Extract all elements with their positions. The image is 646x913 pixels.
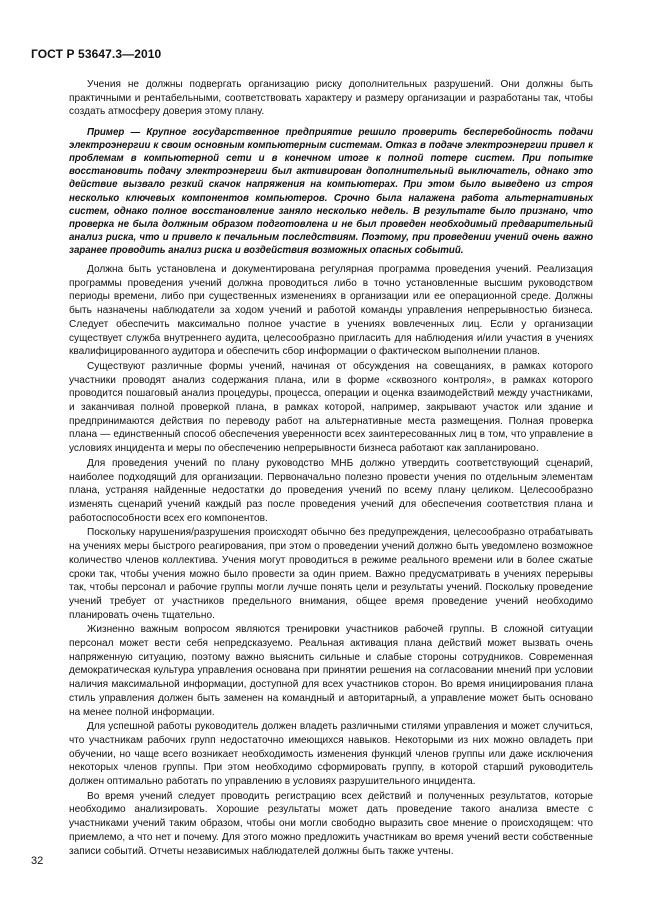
example-paragraph: Пример — Крупное государственное предприятие решило проверить бесперебойность подачи электроэнергии к своим основным компьютерным системам. Отказ в подаче электроэнергии привел к проблемам в компьютерной сети и в конечном итоге к полной потере систем. При попытке восстановить подачу электроэнергии был активирован дополнительный выключатель, однако это действие вызвало резкий скачок напряжения на компьютерах. При этом было выведено из строя несколько ключевых компонентов компьютеров. Срочно была налажена работа альтернативных систем, однако полное восстановление заняло несколько недель. В результате было признано, что проверка не была должным образом подготовлена и не был проведен необходимый предварительный анализ риска, что и привело к печальным последствиям. Поэтому, при проведении учений очень важно заранее проводить анализ риска и воздействия возможных опасных событий.: [69, 127, 593, 256]
standard-header: ГОСТ Р 53647.3—2010: [31, 47, 162, 61]
paragraph-7: Жизненно важным вопросом являются тренировки участников рабочей группы. В сложной ситуации персонал может вести себя непредсказуемо. Реальная активация плана действий может вызвать очень напряженную ситуацию, поэтому важно выяснить сильные и слабые стороны сотрудников. Современная демократическая культура управления основана при принятии решения на согласовании мнений при условии наличия максимальной информации, доступной для всех участников сторон. Во время инициирования плана стиль управления должен быть заменен на командный и авторитарный, а управление может быть основано на менее полной информации.: [69, 624, 593, 718]
paragraph-1: Учения не должны подвергать организацию риску дополнительных разрушений. Они должны быть практичными и рентабельными, соответствовать характеру и размеру организации и разработаны так, чтобы создать атмосферу доверия этому плану.: [69, 79, 593, 118]
paragraph-5: Для проведения учений по плану руководство МНБ должно утвердить соответствующий сценарий, наиболее подходящий для организации. Первоначально полезно провести учения по отдельным элементам плана, устраняя найденные недостатки до проведения учений по всему плану целиком. Целесообразно изменять сценарий учений каждый раз после проведения учений для обеспечения соответствия плана и работоспособности всех его компонентов.: [69, 457, 593, 524]
page-number: 32: [31, 855, 44, 867]
paragraph-6: Поскольку нарушения/разрушения происходят обычно без предупреждения, целесообразно отрабатывать на учениях меры быстрого реагирования, при этом о проведении учений должно быть уведомлено возможное количество членов коллектива. Учения могут проводиться в режиме реального времени или в более сжатые сроки так, чтобы учения можно было провести за один прием. Важно предусматривать в учениях перерывы так, чтобы персонал и рабочие группы могли лучше понять цели и результаты учений. Поскольку проведение учений требует от участников предельного внимания, общее время проведение учений необходимо планировать очень тщательно.: [69, 527, 593, 621]
paragraph-3: Должна быть установлена и документирована регулярная программа проведения учений. Реализация программы проведения учений должна проводиться либо в точно установленные высшим руководством периоды времени, либо при существенных изменениях в организации или ее операционной среде. Должны быть назначены наблюдатели за ходом учений и работой команды управления непрерывностью бизнеса. Следует обеспечить максимально полное участие в учениях вовлеченных лиц. Если у организации существует служба внутреннего аудита, целесообразно пригласить для наблюдения и/или участия в учениях квалифицированного аудитора и обеспечить сбор информации о фактическом выполнении планов.: [69, 264, 593, 358]
page-body: [69, 78, 593, 858]
paragraph-8: Для успешной работы руководитель должен владеть различными стилями управления и может случиться, что участникам рабочих групп недостаточно имеющихся навыков. Некоторыми из них можно овладеть при обучении, но чаще всего возникает необходимость изменения функций членов группы или даже исключения некоторых членов группы. При этом необходимо сформировать группу, в которой старший руководитель должен оптимально работать по управлению в условиях разрушительного инцидента.: [69, 721, 593, 788]
paragraph-9: Во время учений следует проводить регистрацию всех действий и полученных результатов, которые необходимо анализировать. Хорошие результаты может дать проведение такого анализа вместе с участниками учений таким образом, чтобы они могли свободно выразить свое мнение о происходящем: что приемлемо, а что нет и почему. Для этого можно предложить участникам во время учений вести собственные записи событий. Отчеты независимых наблюдателей должны быть также учтены.: [69, 790, 593, 857]
paragraph-4: Существуют различные формы учений, начиная от обсуждения на совещаниях, в рамках которого участники проводят анализ содержания плана, или в форме «сквозного контроля», в рамках которого проводится пошаговый анализ процедуры, процесса, операции и оценка взаимодействий между участниками, и заканчивая полной проверкой плана, в рамках которой, например, закрывают участок или здание и предпринимаются действия по переводу работ на альтернативные места размещения. Полная проверка плана — единственный способ обеспечения уверенности всех заинтересованных лиц в том, что управление в условиях инцидента и меры по обеспечению непрерывности бизнеса работают как запланировано.: [69, 360, 593, 455]
